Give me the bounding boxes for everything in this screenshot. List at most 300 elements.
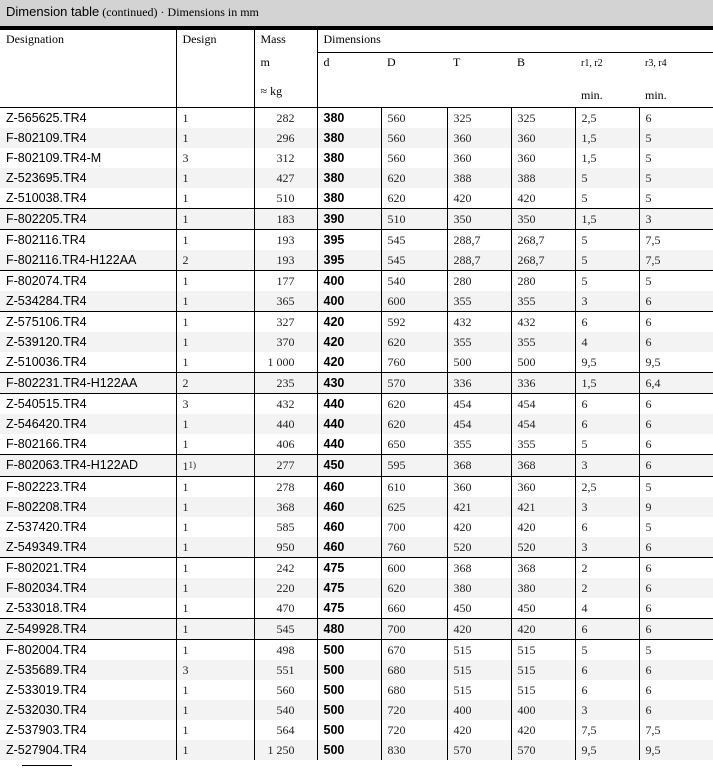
- chamfer-r1-r2-cell: [575, 414, 639, 434]
- chamfer-r1-r2-cell-value: 2,5: [581, 480, 597, 494]
- width-T-cell-value: 500: [453, 355, 472, 369]
- width-T-cell-value: 420: [453, 622, 472, 636]
- mass-cell: [254, 271, 317, 292]
- chamfer-r3-r4-cell-value: 6: [645, 683, 652, 697]
- width-B-cell: [511, 209, 575, 230]
- outer-D-cell-value: 545: [387, 233, 406, 247]
- width-B-cell-value: 355: [517, 437, 536, 451]
- width-B-cell: [511, 128, 575, 148]
- outer-D-cell: [381, 188, 447, 209]
- header-r3-r4-label: r3, r4: [645, 58, 667, 69]
- outer-D-cell-value: 600: [387, 561, 406, 575]
- outer-D-cell-value: 595: [387, 458, 406, 472]
- bore-d-cell-value: 440: [323, 437, 345, 451]
- width-B-cell-value: 432: [517, 315, 536, 329]
- width-T-cell: [447, 720, 511, 740]
- chamfer-r3-r4-cell-value: 5: [645, 151, 652, 165]
- chamfer-r1-r2-cell-value: 3: [581, 500, 588, 514]
- width-T-cell-value: 360: [453, 131, 472, 145]
- design-cell-value: 1: [182, 459, 189, 473]
- chamfer-r3-r4-cell-value: 6: [645, 703, 652, 717]
- width-T-cell-value: 515: [453, 683, 472, 697]
- design-cell: [176, 148, 254, 168]
- designation-cell: [0, 517, 176, 537]
- width-T-cell: [447, 497, 511, 517]
- mass-cell: [254, 680, 317, 700]
- table-body: [0, 108, 713, 761]
- table-title: [6, 4, 259, 20]
- table-row: [0, 271, 713, 292]
- width-B-cell-value: 325: [517, 111, 536, 125]
- mass-cell-value: 368: [276, 500, 295, 514]
- chamfer-r3-r4-cell: [639, 332, 713, 352]
- bore-d-cell: [317, 537, 381, 558]
- chamfer-r3-r4-cell-value: 9: [645, 500, 652, 514]
- width-T-cell: [447, 414, 511, 434]
- width-B-cell: [511, 619, 575, 640]
- outer-D-cell: [381, 168, 447, 188]
- width-T-cell-value: 288,7: [453, 233, 481, 247]
- width-B-cell-value: 355: [517, 335, 536, 349]
- width-T-cell-value: 368: [453, 561, 472, 575]
- chamfer-r1-r2-cell: [575, 720, 639, 740]
- outer-D-cell: [381, 209, 447, 230]
- width-B-cell: [511, 537, 575, 558]
- design-cell-value: 1: [182, 540, 189, 554]
- width-B-cell: [511, 660, 575, 680]
- chamfer-r1-r2-cell: [575, 250, 639, 271]
- outer-D-cell-value: 660: [387, 601, 406, 615]
- bore-d-cell-value: 450: [323, 458, 345, 472]
- design-cell-value: 1: [182, 520, 189, 534]
- chamfer-r1-r2-cell: [575, 271, 639, 292]
- designation-cell: [0, 209, 176, 230]
- chamfer-r1-r2-cell: [575, 455, 639, 477]
- bore-d-cell-value: 395: [323, 233, 345, 247]
- outer-D-cell-value: 510: [387, 212, 406, 226]
- chamfer-r3-r4-cell: [639, 414, 713, 434]
- design-cell: [176, 680, 254, 700]
- table-row: [0, 128, 713, 148]
- width-T-cell: [447, 680, 511, 700]
- bore-d-cell: [317, 660, 381, 680]
- table-row: [0, 740, 713, 760]
- outer-D-cell: [381, 434, 447, 455]
- designation-cell-value: Z-575106.TR4: [6, 315, 87, 329]
- table-row: [0, 414, 713, 434]
- outer-D-cell-value: 700: [387, 520, 406, 534]
- design-cell: [176, 108, 254, 129]
- chamfer-r1-r2-cell: [575, 477, 639, 498]
- design-cell: [176, 230, 254, 251]
- design-cell-value: 1: [182, 212, 189, 226]
- width-T-cell-value: 360: [453, 480, 472, 494]
- outer-D-cell: [381, 414, 447, 434]
- designation-cell-value: F-802166.TR4: [6, 437, 87, 451]
- design-cell-value: 1: [182, 315, 189, 329]
- outer-D-cell: [381, 558, 447, 579]
- design-cell: [176, 250, 254, 271]
- chamfer-r1-r2-cell: [575, 680, 639, 700]
- bore-d-cell: [317, 497, 381, 517]
- bore-d-cell: [317, 680, 381, 700]
- width-B-cell: [511, 312, 575, 333]
- design-cell-value: 1: [182, 622, 189, 636]
- mass-cell-value: 545: [276, 622, 295, 636]
- designation-cell-value: Z-510036.TR4: [6, 355, 87, 369]
- chamfer-r3-r4-cell: [639, 740, 713, 760]
- outer-D-cell-value: 720: [387, 723, 406, 737]
- designation-cell-value: Z-532030.TR4: [6, 703, 87, 717]
- bore-d-cell-value: 480: [323, 622, 345, 636]
- outer-D-cell-value: 625: [387, 500, 406, 514]
- width-B-cell-value: 280: [517, 274, 536, 288]
- width-B-cell: [511, 640, 575, 661]
- designation-cell-value: Z-523695.TR4: [6, 171, 87, 185]
- bore-d-cell: [317, 108, 381, 129]
- table-row: [0, 517, 713, 537]
- design-cell-value: 1: [182, 480, 189, 494]
- bore-d-cell: [317, 373, 381, 394]
- outer-D-cell: [381, 700, 447, 720]
- design-cell: [176, 271, 254, 292]
- width-B-cell-value: 450: [517, 601, 536, 615]
- mass-cell: [254, 578, 317, 598]
- outer-D-cell: [381, 740, 447, 760]
- design-cell: [176, 434, 254, 455]
- designation-cell: [0, 148, 176, 168]
- width-T-cell-value: 355: [453, 335, 472, 349]
- mass-cell: [254, 740, 317, 760]
- header-r1-r2: [575, 53, 639, 108]
- chamfer-r3-r4-cell-value: 6: [645, 581, 652, 595]
- width-B-cell-value: 570: [517, 743, 536, 757]
- chamfer-r3-r4-cell-value: 6: [645, 458, 652, 472]
- mass-cell-value: 193: [276, 233, 295, 247]
- bore-d-cell: [317, 209, 381, 230]
- width-T-cell-value: 368: [453, 458, 472, 472]
- chamfer-r1-r2-cell: [575, 640, 639, 661]
- chamfer-r1-r2-cell-value: 9,5: [581, 355, 597, 369]
- chamfer-r1-r2-cell: [575, 598, 639, 619]
- chamfer-r3-r4-cell: [639, 517, 713, 537]
- chamfer-r3-r4-cell: [639, 660, 713, 680]
- designation-cell: [0, 660, 176, 680]
- bore-d-cell-value: 500: [323, 743, 345, 757]
- outer-D-cell-value: 720: [387, 703, 406, 717]
- width-T-cell-value: 515: [453, 643, 472, 657]
- mass-cell-value: 220: [276, 581, 295, 595]
- mass-cell-value: 327: [276, 315, 295, 329]
- width-T-cell-value: 450: [453, 601, 472, 615]
- chamfer-r3-r4-cell: [639, 291, 713, 312]
- width-B-cell: [511, 373, 575, 394]
- mass-cell: [254, 598, 317, 619]
- chamfer-r1-r2-cell: [575, 700, 639, 720]
- bore-d-cell-value: 475: [323, 601, 345, 615]
- width-T-cell: [447, 230, 511, 251]
- chamfer-r1-r2-cell: [575, 517, 639, 537]
- chamfer-r3-r4-cell: [639, 455, 713, 477]
- width-T-cell-value: 355: [453, 437, 472, 451]
- footnote-divider: [22, 765, 72, 766]
- bore-d-cell: [317, 434, 381, 455]
- width-B-cell-value: 268,7: [517, 233, 545, 247]
- chamfer-r1-r2-cell-value: 6: [581, 397, 588, 411]
- width-B-cell-value: 360: [517, 480, 536, 494]
- outer-D-cell: [381, 394, 447, 415]
- design-cell: [176, 619, 254, 640]
- designation-cell-value: Z-527904.TR4: [6, 743, 87, 757]
- bore-d-cell-value: 400: [323, 294, 345, 308]
- design-cell: [176, 700, 254, 720]
- design-cell: [176, 640, 254, 661]
- designation-cell-value: Z-549349.TR4: [6, 540, 87, 554]
- designation-cell-value: F-802109.TR4-M: [6, 151, 102, 165]
- chamfer-r3-r4-cell: [639, 188, 713, 209]
- design-cell-value: 1: [182, 171, 189, 185]
- outer-D-cell: [381, 720, 447, 740]
- chamfer-r3-r4-cell-value: 6: [645, 397, 652, 411]
- outer-D-cell-value: 620: [387, 191, 406, 205]
- chamfer-r3-r4-cell-value: 6: [645, 294, 652, 308]
- header-r3-r4: [639, 53, 713, 108]
- mass-cell: [254, 394, 317, 415]
- bore-d-cell: [317, 148, 381, 168]
- design-cell: [176, 455, 254, 477]
- design-cell: [176, 352, 254, 373]
- chamfer-r3-r4-cell: [639, 168, 713, 188]
- mass-cell-value: 1 000: [267, 355, 295, 369]
- mass-cell: [254, 517, 317, 537]
- chamfer-r1-r2-cell-value: 5: [581, 233, 588, 247]
- mass-cell-value: 177: [276, 274, 295, 288]
- bore-d-cell-value: 380: [323, 191, 345, 205]
- design-cell: [176, 188, 254, 209]
- designation-cell: [0, 291, 176, 312]
- outer-D-cell-value: 670: [387, 643, 406, 657]
- design-cell-value: 1: [182, 743, 189, 757]
- design-cell: [176, 477, 254, 498]
- mass-cell: [254, 332, 317, 352]
- chamfer-r1-r2-cell-value: 5: [581, 274, 588, 288]
- bore-d-cell: [317, 312, 381, 333]
- width-B-cell-value: 500: [517, 355, 536, 369]
- designation-cell: [0, 394, 176, 415]
- width-T-cell: [447, 640, 511, 661]
- mass-cell-value: 242: [276, 561, 295, 575]
- chamfer-r3-r4-cell-value: 6: [645, 417, 652, 431]
- table-row: [0, 148, 713, 168]
- chamfer-r1-r2-cell-value: 5: [581, 191, 588, 205]
- table-row: [0, 455, 713, 477]
- header-T: T: [447, 53, 511, 108]
- bore-d-cell-value: 500: [323, 643, 345, 657]
- width-T-cell: [447, 168, 511, 188]
- chamfer-r3-r4-cell-value: 5: [645, 643, 652, 657]
- chamfer-r1-r2-cell: [575, 312, 639, 333]
- width-B-cell: [511, 250, 575, 271]
- design-cell: [176, 720, 254, 740]
- header-d: d: [317, 53, 381, 108]
- mass-cell: [254, 209, 317, 230]
- designation-cell-value: Z-565625.TR4: [6, 111, 87, 125]
- chamfer-r3-r4-cell-value: 5: [645, 274, 652, 288]
- width-B-cell: [511, 108, 575, 129]
- width-T-cell: [447, 660, 511, 680]
- table-title-bar: [0, 0, 713, 30]
- designation-cell: [0, 188, 176, 209]
- chamfer-r1-r2-cell: [575, 394, 639, 415]
- chamfer-r3-r4-cell-value: 5: [645, 171, 652, 185]
- width-B-cell-value: 454: [517, 397, 536, 411]
- outer-D-cell-value: 760: [387, 355, 406, 369]
- header-designation: Designation: [6, 32, 64, 46]
- bore-d-cell: [317, 517, 381, 537]
- bore-d-cell: [317, 168, 381, 188]
- chamfer-r3-r4-cell-value: 7,5: [645, 253, 661, 267]
- outer-D-cell: [381, 640, 447, 661]
- width-B-cell-value: 360: [517, 151, 536, 165]
- bore-d-cell-value: 430: [323, 376, 345, 390]
- chamfer-r3-r4-cell-value: 6: [645, 561, 652, 575]
- designation-cell: [0, 578, 176, 598]
- design-cell-value: 2: [182, 253, 189, 267]
- width-B-cell: [511, 414, 575, 434]
- outer-D-cell-value: 560: [387, 131, 406, 145]
- designation-cell: [0, 168, 176, 188]
- outer-D-cell-value: 610: [387, 480, 406, 494]
- chamfer-r1-r2-cell: [575, 578, 639, 598]
- mass-cell-value: 560: [276, 683, 295, 697]
- outer-D-cell-value: 600: [387, 294, 406, 308]
- width-T-cell-value: 420: [453, 520, 472, 534]
- width-B-cell-value: 268,7: [517, 253, 545, 267]
- mass-cell: [254, 434, 317, 455]
- mass-cell-value: 498: [276, 643, 295, 657]
- designation-cell: [0, 558, 176, 579]
- chamfer-r1-r2-cell-value: 3: [581, 458, 588, 472]
- width-B-cell-value: 400: [517, 703, 536, 717]
- table-row: [0, 332, 713, 352]
- width-T-cell-value: 421: [453, 500, 472, 514]
- chamfer-r3-r4-cell: [639, 352, 713, 373]
- bore-d-cell-value: 500: [323, 723, 345, 737]
- chamfer-r1-r2-cell: [575, 497, 639, 517]
- mass-cell-value: 277: [276, 458, 295, 472]
- width-T-cell-value: 388: [453, 171, 472, 185]
- header-mass-unit: ≈ kg: [260, 84, 283, 98]
- chamfer-r3-r4-cell: [639, 373, 713, 394]
- width-B-cell: [511, 477, 575, 498]
- designation-cell: [0, 434, 176, 455]
- table-row: [0, 619, 713, 640]
- designation-cell: [0, 108, 176, 129]
- chamfer-r3-r4-cell-value: 6: [645, 335, 652, 349]
- chamfer-r1-r2-cell-value: 7,5: [581, 723, 597, 737]
- mass-cell-value: 950: [276, 540, 295, 554]
- width-B-cell: [511, 740, 575, 760]
- bore-d-cell: [317, 230, 381, 251]
- header-mass: [254, 30, 317, 108]
- width-T-cell: [447, 332, 511, 352]
- design-cell-value: 1: [182, 703, 189, 717]
- width-B-cell: [511, 497, 575, 517]
- design-cell-value: 1: [182, 437, 189, 451]
- designation-cell-value: F-802034.TR4: [6, 581, 87, 595]
- chamfer-r1-r2-cell: [575, 291, 639, 312]
- designation-cell-value: Z-533019.TR4: [6, 683, 87, 697]
- chamfer-r1-r2-cell: [575, 108, 639, 129]
- designation-cell-value: F-802223.TR4: [6, 480, 87, 494]
- width-B-cell-value: 350: [517, 212, 536, 226]
- width-T-cell-value: 360: [453, 151, 472, 165]
- outer-D-cell: [381, 578, 447, 598]
- chamfer-r1-r2-cell: [575, 373, 639, 394]
- width-B-cell-value: 420: [517, 622, 536, 636]
- table-row: [0, 373, 713, 394]
- mass-cell: [254, 558, 317, 579]
- width-B-cell: [511, 188, 575, 209]
- outer-D-cell: [381, 598, 447, 619]
- design-cell-value: 1: [182, 417, 189, 431]
- table-row: [0, 230, 713, 251]
- designation-cell: [0, 271, 176, 292]
- width-T-cell: [447, 250, 511, 271]
- bore-d-cell: [317, 598, 381, 619]
- bore-d-cell: [317, 640, 381, 661]
- width-T-cell: [447, 312, 511, 333]
- designation-cell-value: Z-537420.TR4: [6, 520, 87, 534]
- mass-cell: [254, 373, 317, 394]
- bore-d-cell: [317, 271, 381, 292]
- outer-D-cell-value: 680: [387, 663, 406, 677]
- chamfer-r1-r2-cell: [575, 434, 639, 455]
- designation-cell: [0, 352, 176, 373]
- chamfer-r3-r4-cell: [639, 537, 713, 558]
- width-T-cell: [447, 394, 511, 415]
- design-cell-value: 1: [182, 500, 189, 514]
- chamfer-r1-r2-cell-value: 6: [581, 315, 588, 329]
- mass-cell: [254, 168, 317, 188]
- width-T-cell: [447, 455, 511, 477]
- design-cell-value: 1: [182, 294, 189, 308]
- outer-D-cell: [381, 373, 447, 394]
- chamfer-r1-r2-cell: [575, 619, 639, 640]
- design-cell-value: 1: [182, 683, 189, 697]
- design-cell: [176, 312, 254, 333]
- mass-cell: [254, 640, 317, 661]
- design-cell: [176, 209, 254, 230]
- width-B-cell: [511, 271, 575, 292]
- chamfer-r3-r4-cell-value: 9,5: [645, 743, 661, 757]
- chamfer-r1-r2-cell-value: 3: [581, 540, 588, 554]
- chamfer-r1-r2-cell-value: 2,5: [581, 111, 597, 125]
- outer-D-cell-value: 545: [387, 253, 406, 267]
- footnote-marker: 1): [188, 460, 196, 470]
- chamfer-r1-r2-cell-value: 5: [581, 437, 588, 451]
- outer-D-cell-value: 680: [387, 683, 406, 697]
- width-T-cell-value: 355: [453, 294, 472, 308]
- bore-d-cell: [317, 720, 381, 740]
- width-B-cell-value: 420: [517, 520, 536, 534]
- chamfer-r1-r2-cell-value: 1,5: [581, 212, 597, 226]
- chamfer-r3-r4-cell-value: 6: [645, 622, 652, 636]
- chamfer-r1-r2-cell-value: 1,5: [581, 151, 597, 165]
- bore-d-cell-value: 440: [323, 397, 345, 411]
- header-r1-r2-label: r1, r2: [581, 58, 603, 69]
- chamfer-r3-r4-cell: [639, 434, 713, 455]
